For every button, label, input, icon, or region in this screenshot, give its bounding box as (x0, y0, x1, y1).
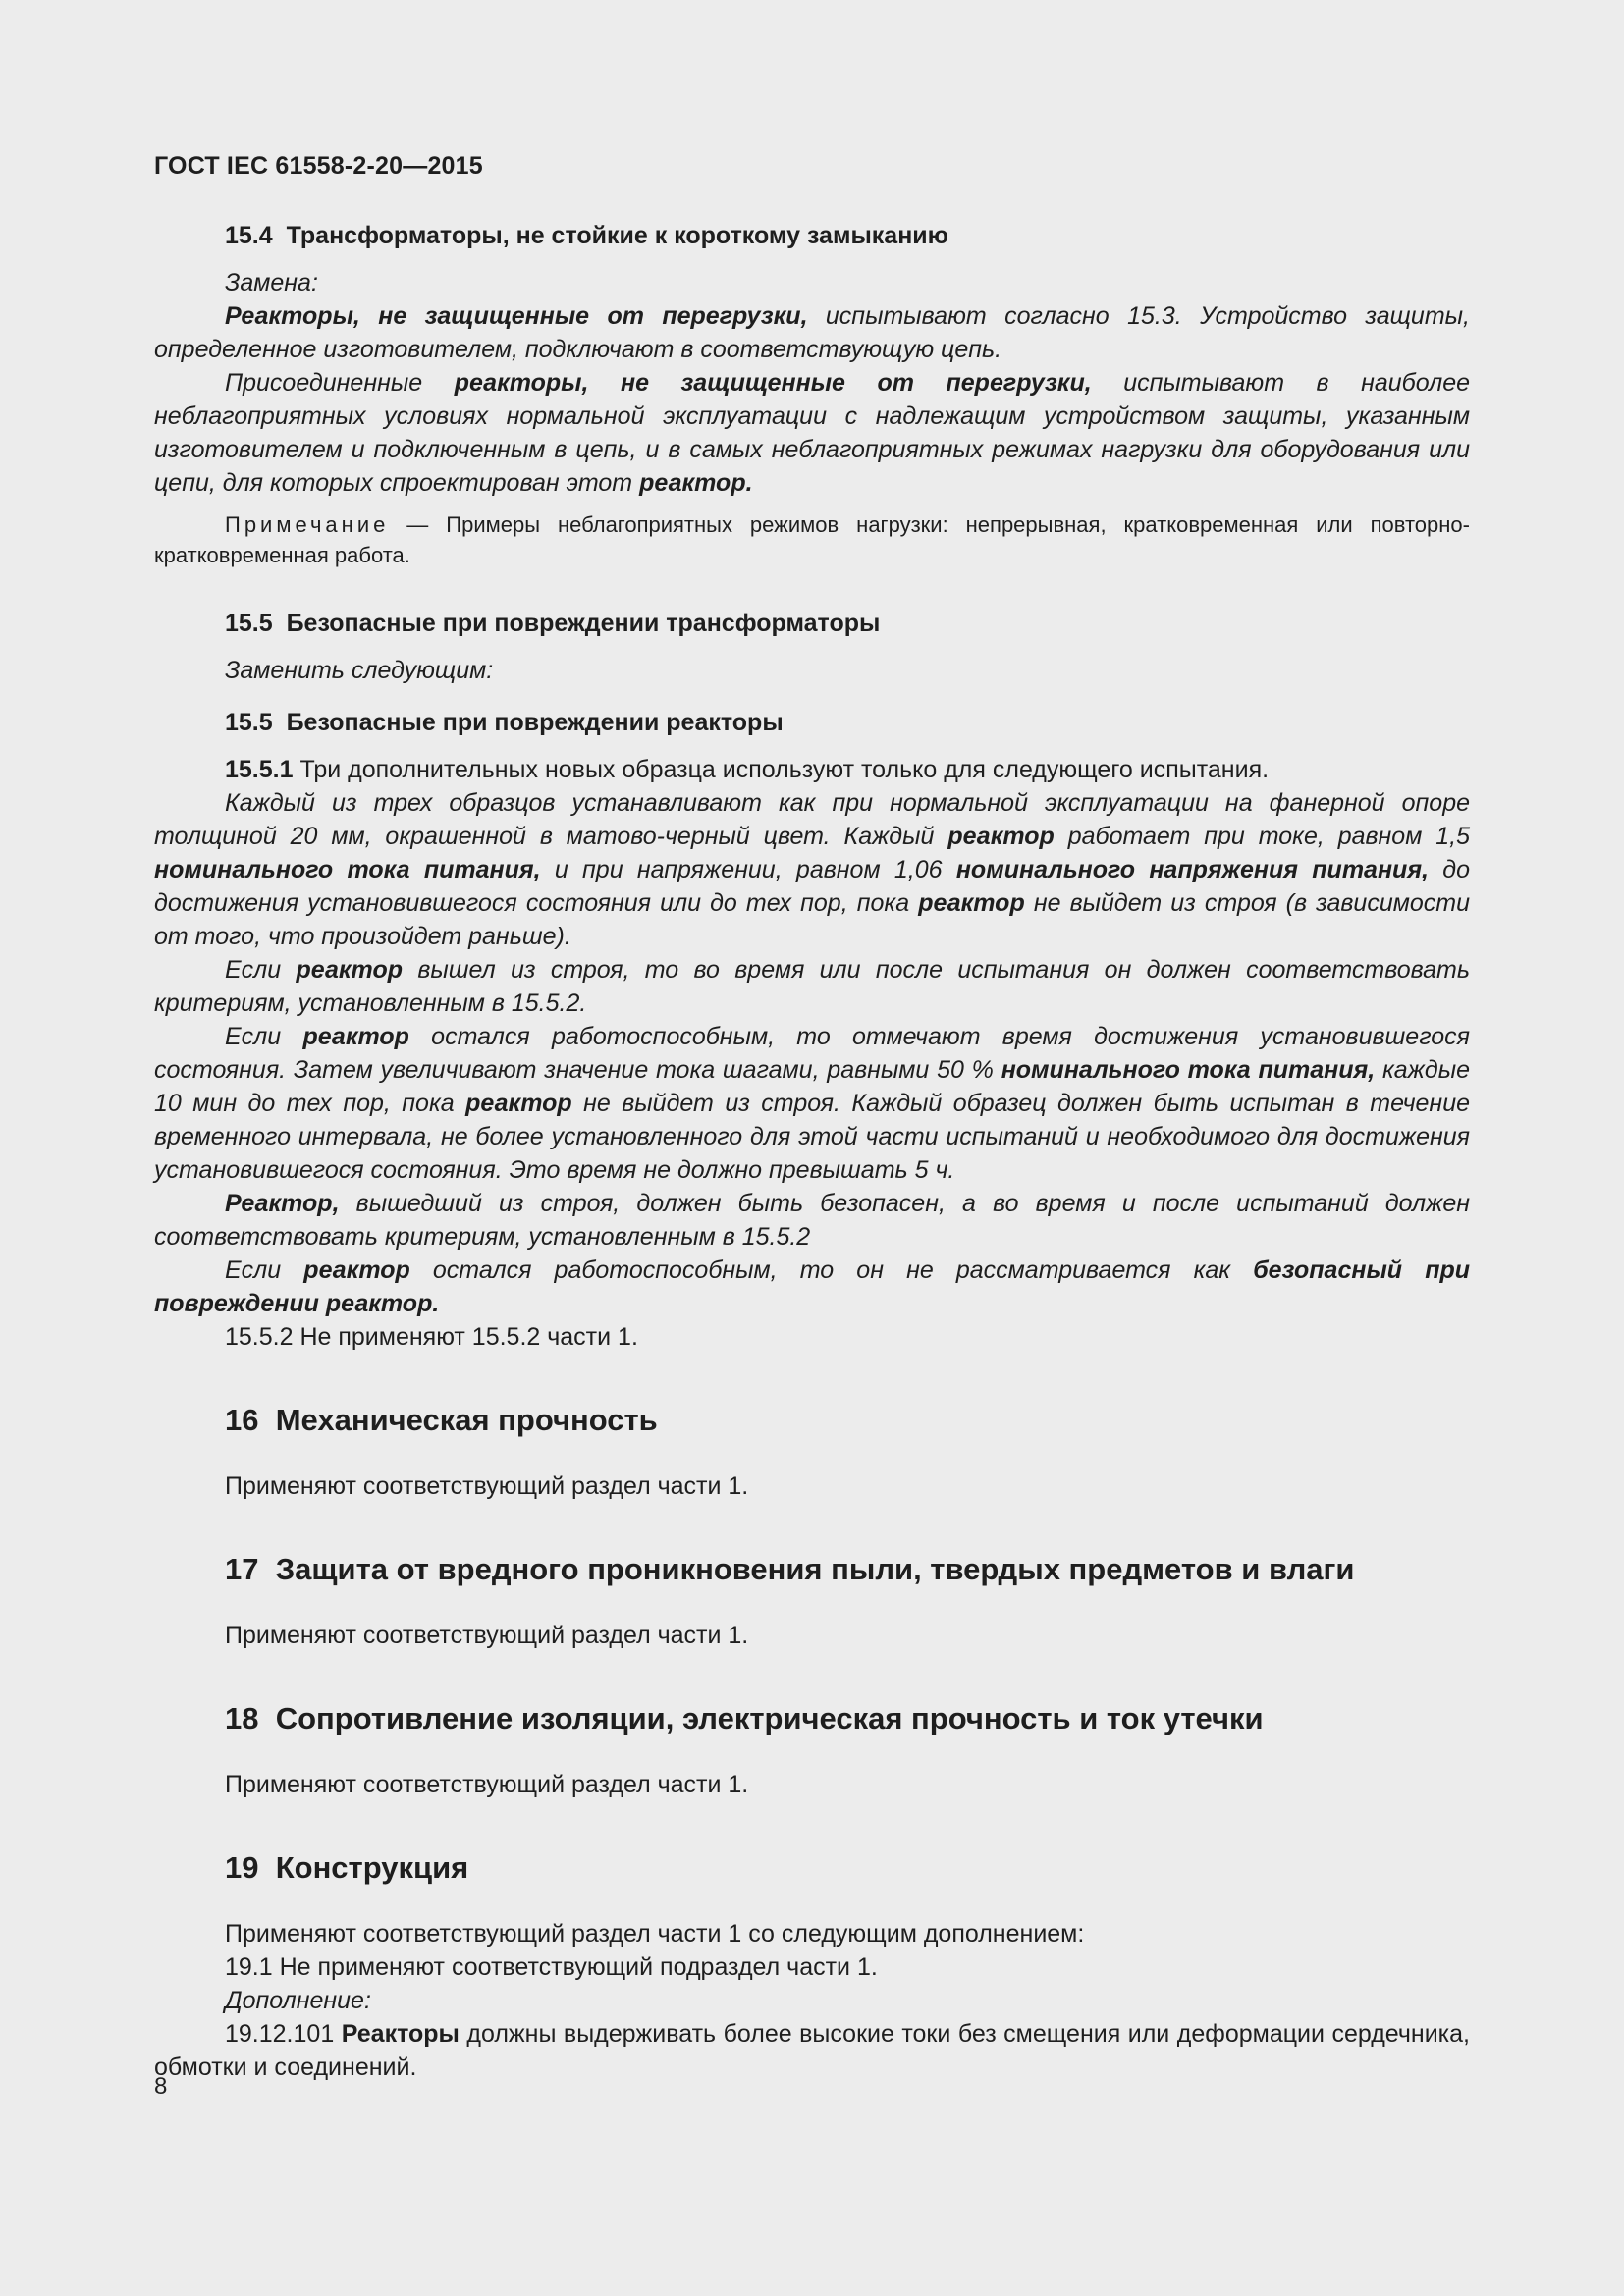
clause-19-1: 19.1 Не применяют соответствующий подраздел части 1. (225, 1953, 878, 1981)
paragraph: Реактор, вышедший из строя, должен быть безопасен, а во время и после испытаний должен соответствовать критериям, установленным в 15.5.2 (154, 1190, 1470, 1251)
section-body: Применяют соответствующий раздел части 1. (225, 1472, 749, 1500)
section-body: Применяют соответствующий раздел части 1 со следующим дополнением: (225, 1920, 1085, 1948)
note-label: Примечание (225, 512, 390, 537)
clause-15-5-2: 15.5.2 Не применяют 15.5.2 части 1. (225, 1323, 638, 1351)
heading-number: 15.4 (225, 222, 273, 249)
clause-19-12-101: 19.12.101 Реакторы должны выдерживать более высокие токи без смещения или деформации сердечника, обмотки и соединений. (154, 2020, 1470, 2081)
section-heading-16: 16 Механическая прочность (225, 1403, 658, 1437)
paragraph: Если реактор вышел из строя, то во время или после испытания он должен соответствовать критериям, установленным в 15.5.2. (154, 956, 1471, 1017)
paragraph: Реакторы, не защищенные от перегрузки, испытывают согласно 15.3. Устройство защиты, определенное изготовителем, подключают в соответствующую цепь. (154, 302, 1470, 363)
subsection-heading-15-5-new: 15.5 Безопасные при повреждении реакторы (225, 709, 784, 736)
heading-title: Трансформаторы, не стойкие к короткому замыканию (286, 222, 949, 249)
clause-15-5-1: 15.5.1 Три дополнительных новых образца используют только для следующего испытания. (225, 756, 1270, 783)
section-heading-18: 18 Сопротивление изоляции, электрическая прочность и ток утечки (225, 1701, 1264, 1735)
note: Примечание — Примеры неблагоприятных режимов нагрузки: непрерывная, кратковременная или повторно-кратковременная работа. (154, 512, 1470, 567)
addition-label: Дополнение: (225, 1987, 371, 2014)
section-body: Применяют соответствующий раздел части 1. (225, 1622, 749, 1649)
subsection-heading-15-4 (154, 222, 1470, 250)
replace-label: Замена: (225, 269, 318, 296)
paragraph: Каждый из трех образцов устанавливают как при нормальной эксплуатации на фанерной опоре толщиной 20 мм, окрашенной в матово-черный цвет. Каждый реактор работает при токе, равном 1,5 номинального тока питания, и при напряжении, равном 1,06 номинального напряжения питания, до достижения установившегося состояния или до тех пор, пока реактор не выйдет из строя (в зависимости от того, что произойдет раньше). (154, 789, 1471, 950)
section-heading-19: 19 Конструкция (225, 1850, 469, 1885)
page-number: 8 (154, 2073, 168, 2100)
paragraph: Если реактор остался работоспособным, то он не рассматривается как безопасный при повреждении реактор. (154, 1256, 1471, 1317)
subsection-heading-15-5: 15.5 Безопасные при повреждении трансформаторы (225, 610, 881, 637)
paragraph: Присоединенные реакторы, не защищенные от перегрузки, испытывают в наиболее неблагоприятных условиях нормальной эксплуатации с надлежащим устройством защиты, указанным изготовителем и подключенным в цепь, и в самых неблагоприятных режимах нагрузки для оборудования или цепи, для которых спроектирован этот реактор. (154, 369, 1471, 497)
section-heading-17: 17 Защита от вредного проникновения пыли, твердых предметов и влаги (225, 1552, 1355, 1586)
paragraph: Если реактор остался работоспособным, то отмечают время достижения установившегося состояния. Затем увеличивают значение тока шагами, равными 50 % номинального тока питания, каждые 10 мин до тех пор, пока реактор не выйдет из строя. Каждый образец должен быть испытан в течение временного интервала, не более установленного для этой части испытаний и необходимого для достижения установившегося состояния. Это время не должно превышать 5 ч. (154, 1023, 1471, 1184)
document-header: ГОСТ IEC 61558-2-20—2015 (154, 152, 483, 180)
section-body: Применяют соответствующий раздел части 1. (225, 1771, 749, 1798)
replace-label: Заменить следующим: (225, 657, 494, 684)
